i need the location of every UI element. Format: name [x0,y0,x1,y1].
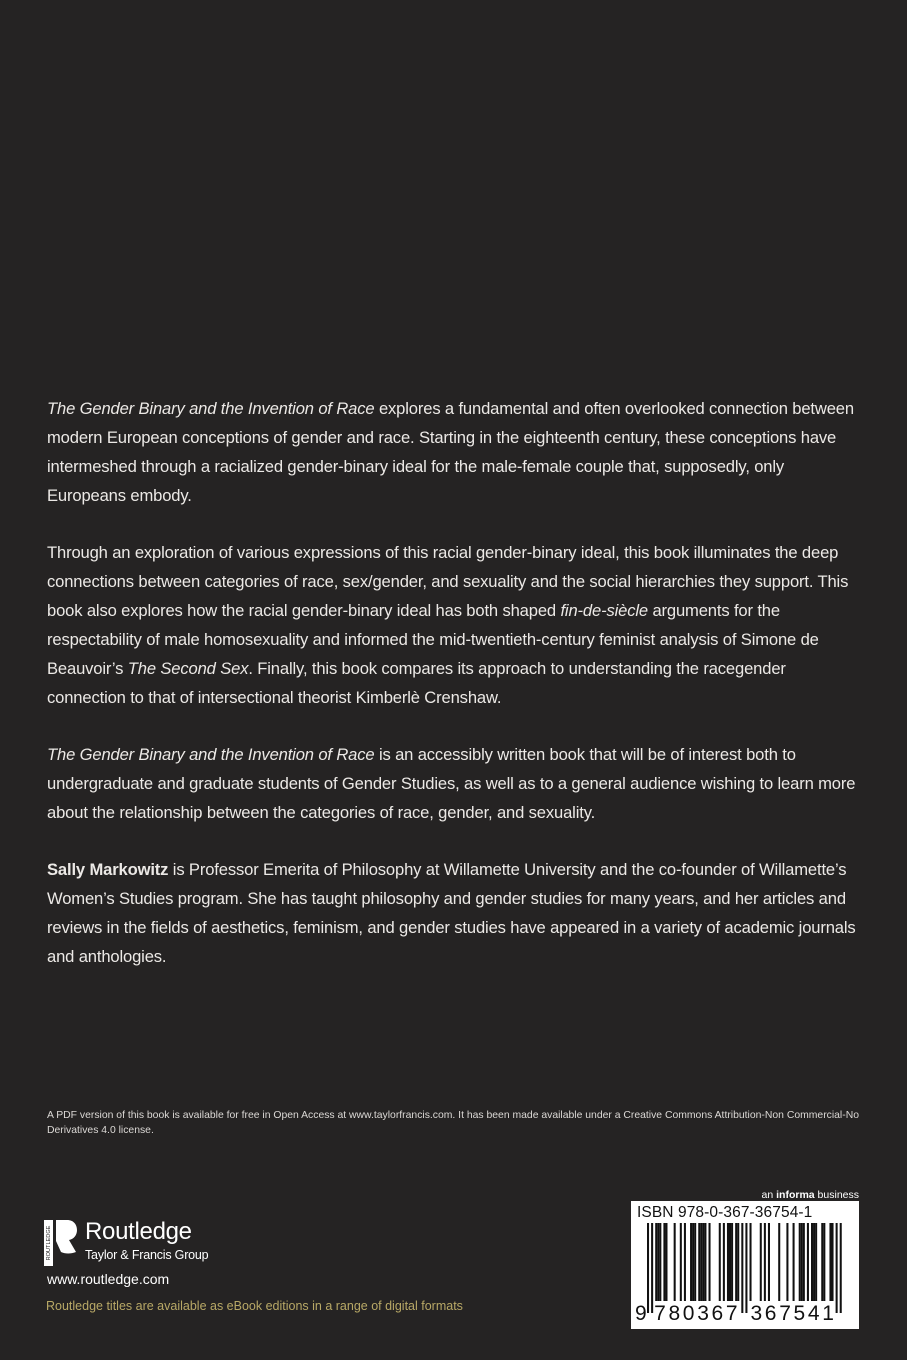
open-access-note: A PDF version of this book is available for free in Open Access at www.taylorfrancis.com. It has been made available under a Creative Commons Attribution-Non Commercial-No Derivatives 4.0 license. [47,1110,859,1136]
barcode-bar [655,1223,657,1301]
barcode-bar [709,1223,711,1301]
ebook-note: Routledge titles are available as eBook editions in a range of digital formats [46,1299,463,1313]
barcode-bar [651,1223,653,1313]
barcode-bar [807,1223,809,1301]
logo-vertical-text: ROUTLEDGE [45,1225,52,1261]
blurb-paragraph-3: The Gender Binary and the Invention of Race is an accessibly written book that will be of interest both to undergraduate and graduate students of Gender Studies, as well as to a general audience wishing to learn more about the relationship between the categories of race, gender, and sexuality. [47,745,856,822]
barcode-bar [840,1223,842,1313]
isbn-label: ISBN 978-0-367-36754-1 [637,1204,813,1221]
barcode-bar [665,1223,667,1301]
publisher-url: www.routledge.com [47,1271,170,1287]
barcode-bar [786,1223,788,1301]
book-title: The Gender Binary and the Invention of Race [47,399,375,418]
barcode-bar [737,1223,739,1301]
author-name: Sally Markowitz [47,860,169,879]
barcode-bar [731,1223,733,1301]
barcode-bar [760,1223,762,1301]
isbn-digit: 4 [807,1302,820,1325]
publisher-group: Taylor & Francis Group [85,1248,209,1262]
barcode-bar [829,1223,831,1301]
informa-tagline: an informa business [761,1189,859,1201]
isbn-digit: 3 [697,1302,709,1325]
barcode-bar [823,1223,825,1301]
isbn-digit: 0 [682,1302,695,1325]
blurb-paragraph-2: Through an exploration of various expressions of this racial gender-binary ideal, this book illuminates the deep connections between categories of race, sex/gender, and sexuality and the social hierarchies they support. This book also explores how the racial gender-binary ideal has both shaped fin-de-siècle arguments for the respectability of male homosexuality and informed the mid-twentieth-century feminist analysis of Simone de Beauvoir’s The Second Sex. Finally, this book compares its approach to understanding the racegender connection to that of intersectional theorist Kimberlè Crenshaw. [47,543,849,707]
barcode-bar [741,1223,743,1313]
barcode-bar [680,1223,682,1301]
barcode-bar [813,1223,815,1301]
isbn-digit: 6 [764,1302,777,1325]
barcode-bar [764,1223,766,1301]
isbn-digits [631,1301,859,1327]
isbn-digit: 8 [668,1302,681,1325]
barcode-bar [815,1223,817,1301]
barcode-bar [698,1223,700,1301]
barcode-bar [659,1223,661,1301]
barcode-bar [745,1223,747,1313]
barcode-bar [719,1223,721,1301]
barcode-bar [727,1223,729,1301]
barcode-bar [801,1223,803,1301]
isbn-barcode [631,1201,859,1329]
barcode-bar [657,1223,659,1301]
barcode-bar [821,1223,823,1301]
isbn-digit: 7 [654,1302,666,1325]
barcode-bar [723,1223,725,1301]
barcode-bar [803,1223,805,1301]
barcode-bar [832,1223,834,1301]
barcode-bar [684,1223,686,1301]
isbn-digit: 9 [635,1302,647,1325]
barcode-bar [704,1223,706,1301]
barcode-bar [674,1223,676,1301]
barcode-bar [700,1223,702,1301]
barcode-bar [647,1223,649,1313]
isbn-digit: 7 [779,1302,791,1325]
barcode-bar [692,1223,694,1301]
barcode-bar [702,1223,704,1301]
isbn-digit: 5 [793,1302,806,1325]
publisher-name: Routledge [85,1218,192,1245]
barcode-bar [799,1223,801,1301]
barcode-bar [694,1223,696,1301]
barcode-bar [750,1223,752,1301]
routledge-logo-icon [43,1216,79,1268]
publisher-logo [43,1216,208,1268]
barcode-bar [793,1223,795,1301]
barcode-bar [690,1223,692,1301]
barcode-bar [836,1223,838,1313]
isbn-digit: 1 [822,1302,834,1325]
isbn-digit: 7 [725,1302,738,1325]
barcode-bar [735,1223,737,1301]
isbn-digit: 6 [711,1302,724,1325]
author-bio: Sally Markowitz is Professor Emerita of Philosophy at Willamette University and the co-founder of Willamette’s Women’s Studies program. She has taught philosophy and gender studies for many years, and her articles and reviews in the fields of aesthetics, feminism, and gender studies have appeared in a variety of academic journals and anthologies. [47,860,856,966]
book-title: The Gender Binary and the Invention of Race [47,745,375,764]
back-cover-blurb [47,394,867,971]
barcode-bar [778,1223,780,1301]
isbn-digit: 3 [750,1302,763,1325]
barcode-bar [663,1223,665,1301]
barcode-bar [729,1223,731,1301]
barcode-bar [811,1223,813,1301]
barcode-bar [768,1223,770,1301]
blurb-paragraph-1: The Gender Binary and the Invention of Race explores a fundamental and often overlooked connection between modern European conceptions of gender and race. Starting in the eighteenth century, these conceptions have intermeshed through a racialized gender-binary ideal for the male-female couple that, supposedly, only Europeans embody. [47,399,854,505]
